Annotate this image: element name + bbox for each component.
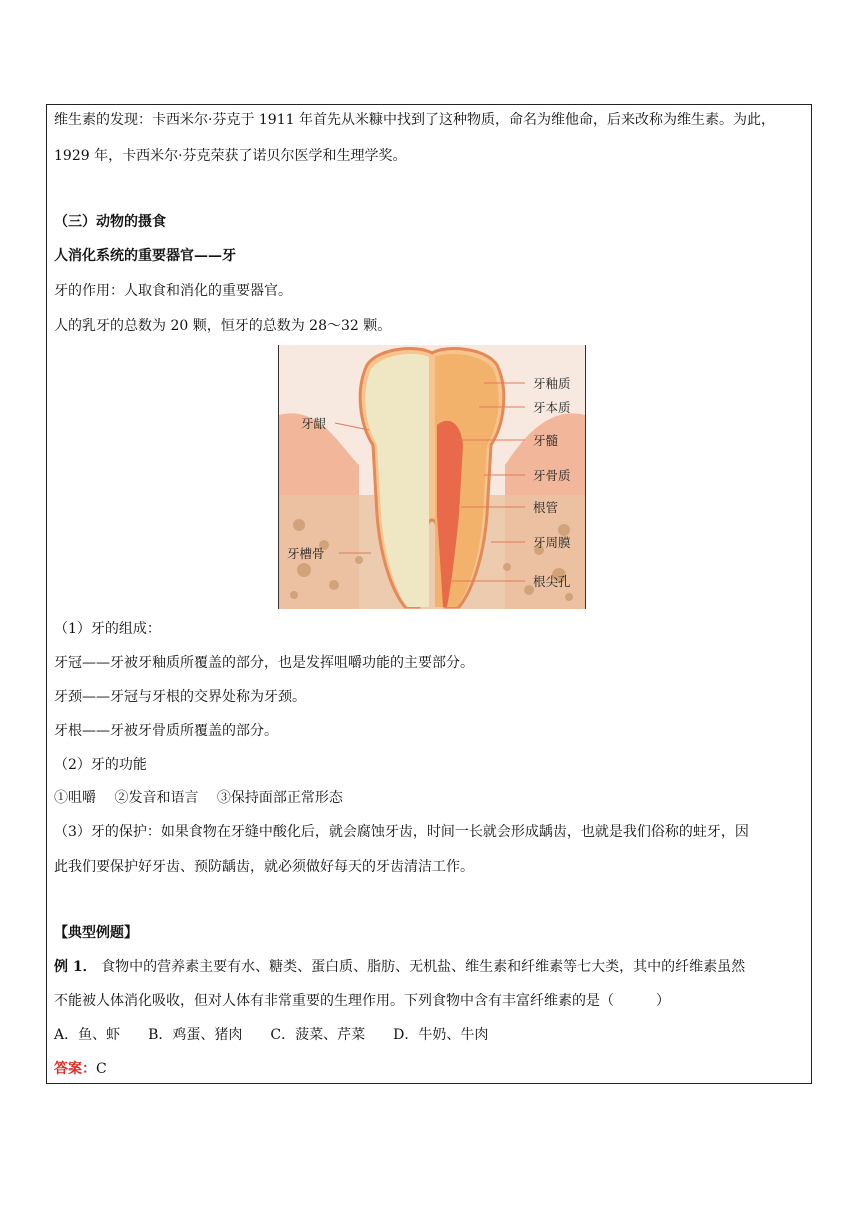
label-periodontal-membrane: 牙周膜 — [533, 535, 571, 550]
composition-title: （1）牙的组成： — [54, 621, 161, 637]
example-answer — [54, 1060, 107, 1078]
section-heading: （三）动物的摄食 — [54, 214, 166, 230]
example-label: 例 1． — [54, 959, 97, 975]
composition-neck: 牙颈——牙冠与牙根的交界处称为牙颈。 — [54, 689, 306, 705]
label-cementum: 牙骨质 — [533, 468, 571, 483]
label-root-canal: 根管 — [533, 500, 559, 515]
answer-label: 答案： — [54, 1061, 96, 1077]
label-dentin: 牙本质 — [533, 400, 571, 415]
example-question-line-1 — [54, 958, 745, 976]
label-pulp: 牙髓 — [533, 433, 559, 448]
example-question-text: 食物中的营养素主要有水、糖类、蛋白质、脂肪、无机盐、维生素和纤维素等七大类，其中的纤维素虽然 — [96, 959, 746, 975]
label-apical-foramen: 根尖孔 — [533, 574, 571, 589]
example-question-line-2: 不能被人体消化吸收，但对人体有非常重要的生理作用。下列食物中含有丰富纤维素的是（ ） — [54, 993, 670, 1009]
tooth-function-text: 牙的作用：人取食和消化的重要器官。 — [54, 283, 292, 299]
section-subheading: 人消化系统的重要器官——牙 — [54, 248, 236, 264]
label-enamel: 牙釉质 — [533, 376, 571, 391]
functions-title: （2）牙的功能 — [54, 757, 147, 773]
label-gum: 牙龈 — [301, 416, 327, 431]
example-heading: 【典型例题】 — [54, 925, 138, 941]
example-options: A．鱼、虾 B．鸡蛋、猪肉 C．菠菜、芹菜 D．牛奶、牛肉 — [54, 1027, 489, 1043]
tooth-count-text: 人的乳牙的总数为 20 颗，恒牙的总数为 28～32 颗。 — [54, 318, 392, 334]
intro-line-2: 1929 年，卡西米尔·芬克荣获了诺贝尔医学和生理学奖。 — [54, 148, 407, 164]
intro-line-1: 维生素的发现：卡西米尔·芬克于 1911 年首先从米糠中找到了这种物质，命名为维他命，后来改称为维生素。为此， — [54, 112, 775, 128]
composition-root: 牙根——牙被牙骨质所覆盖的部分。 — [54, 723, 278, 739]
functions-items: ①咀嚼 ②发音和语言 ③保持面部正常形态 — [54, 790, 343, 806]
label-alveolar-bone: 牙槽骨 — [287, 546, 325, 561]
composition-crown: 牙冠——牙被牙釉质所覆盖的部分，也是发挥咀嚼功能的主要部分。 — [54, 655, 474, 671]
tooth-structure-diagram — [278, 345, 586, 609]
protection-line-1: （3）牙的保护：如果食物在牙缝中酸化后，就会腐蚀牙齿，时间一长就会形成龋齿，也就是我们俗称的蛀牙，因 — [54, 824, 749, 840]
answer-value: C — [96, 1061, 107, 1077]
protection-line-2: 此我们要保护好牙齿、预防龋齿，就必须做好每天的牙齿清洁工作。 — [54, 859, 474, 875]
